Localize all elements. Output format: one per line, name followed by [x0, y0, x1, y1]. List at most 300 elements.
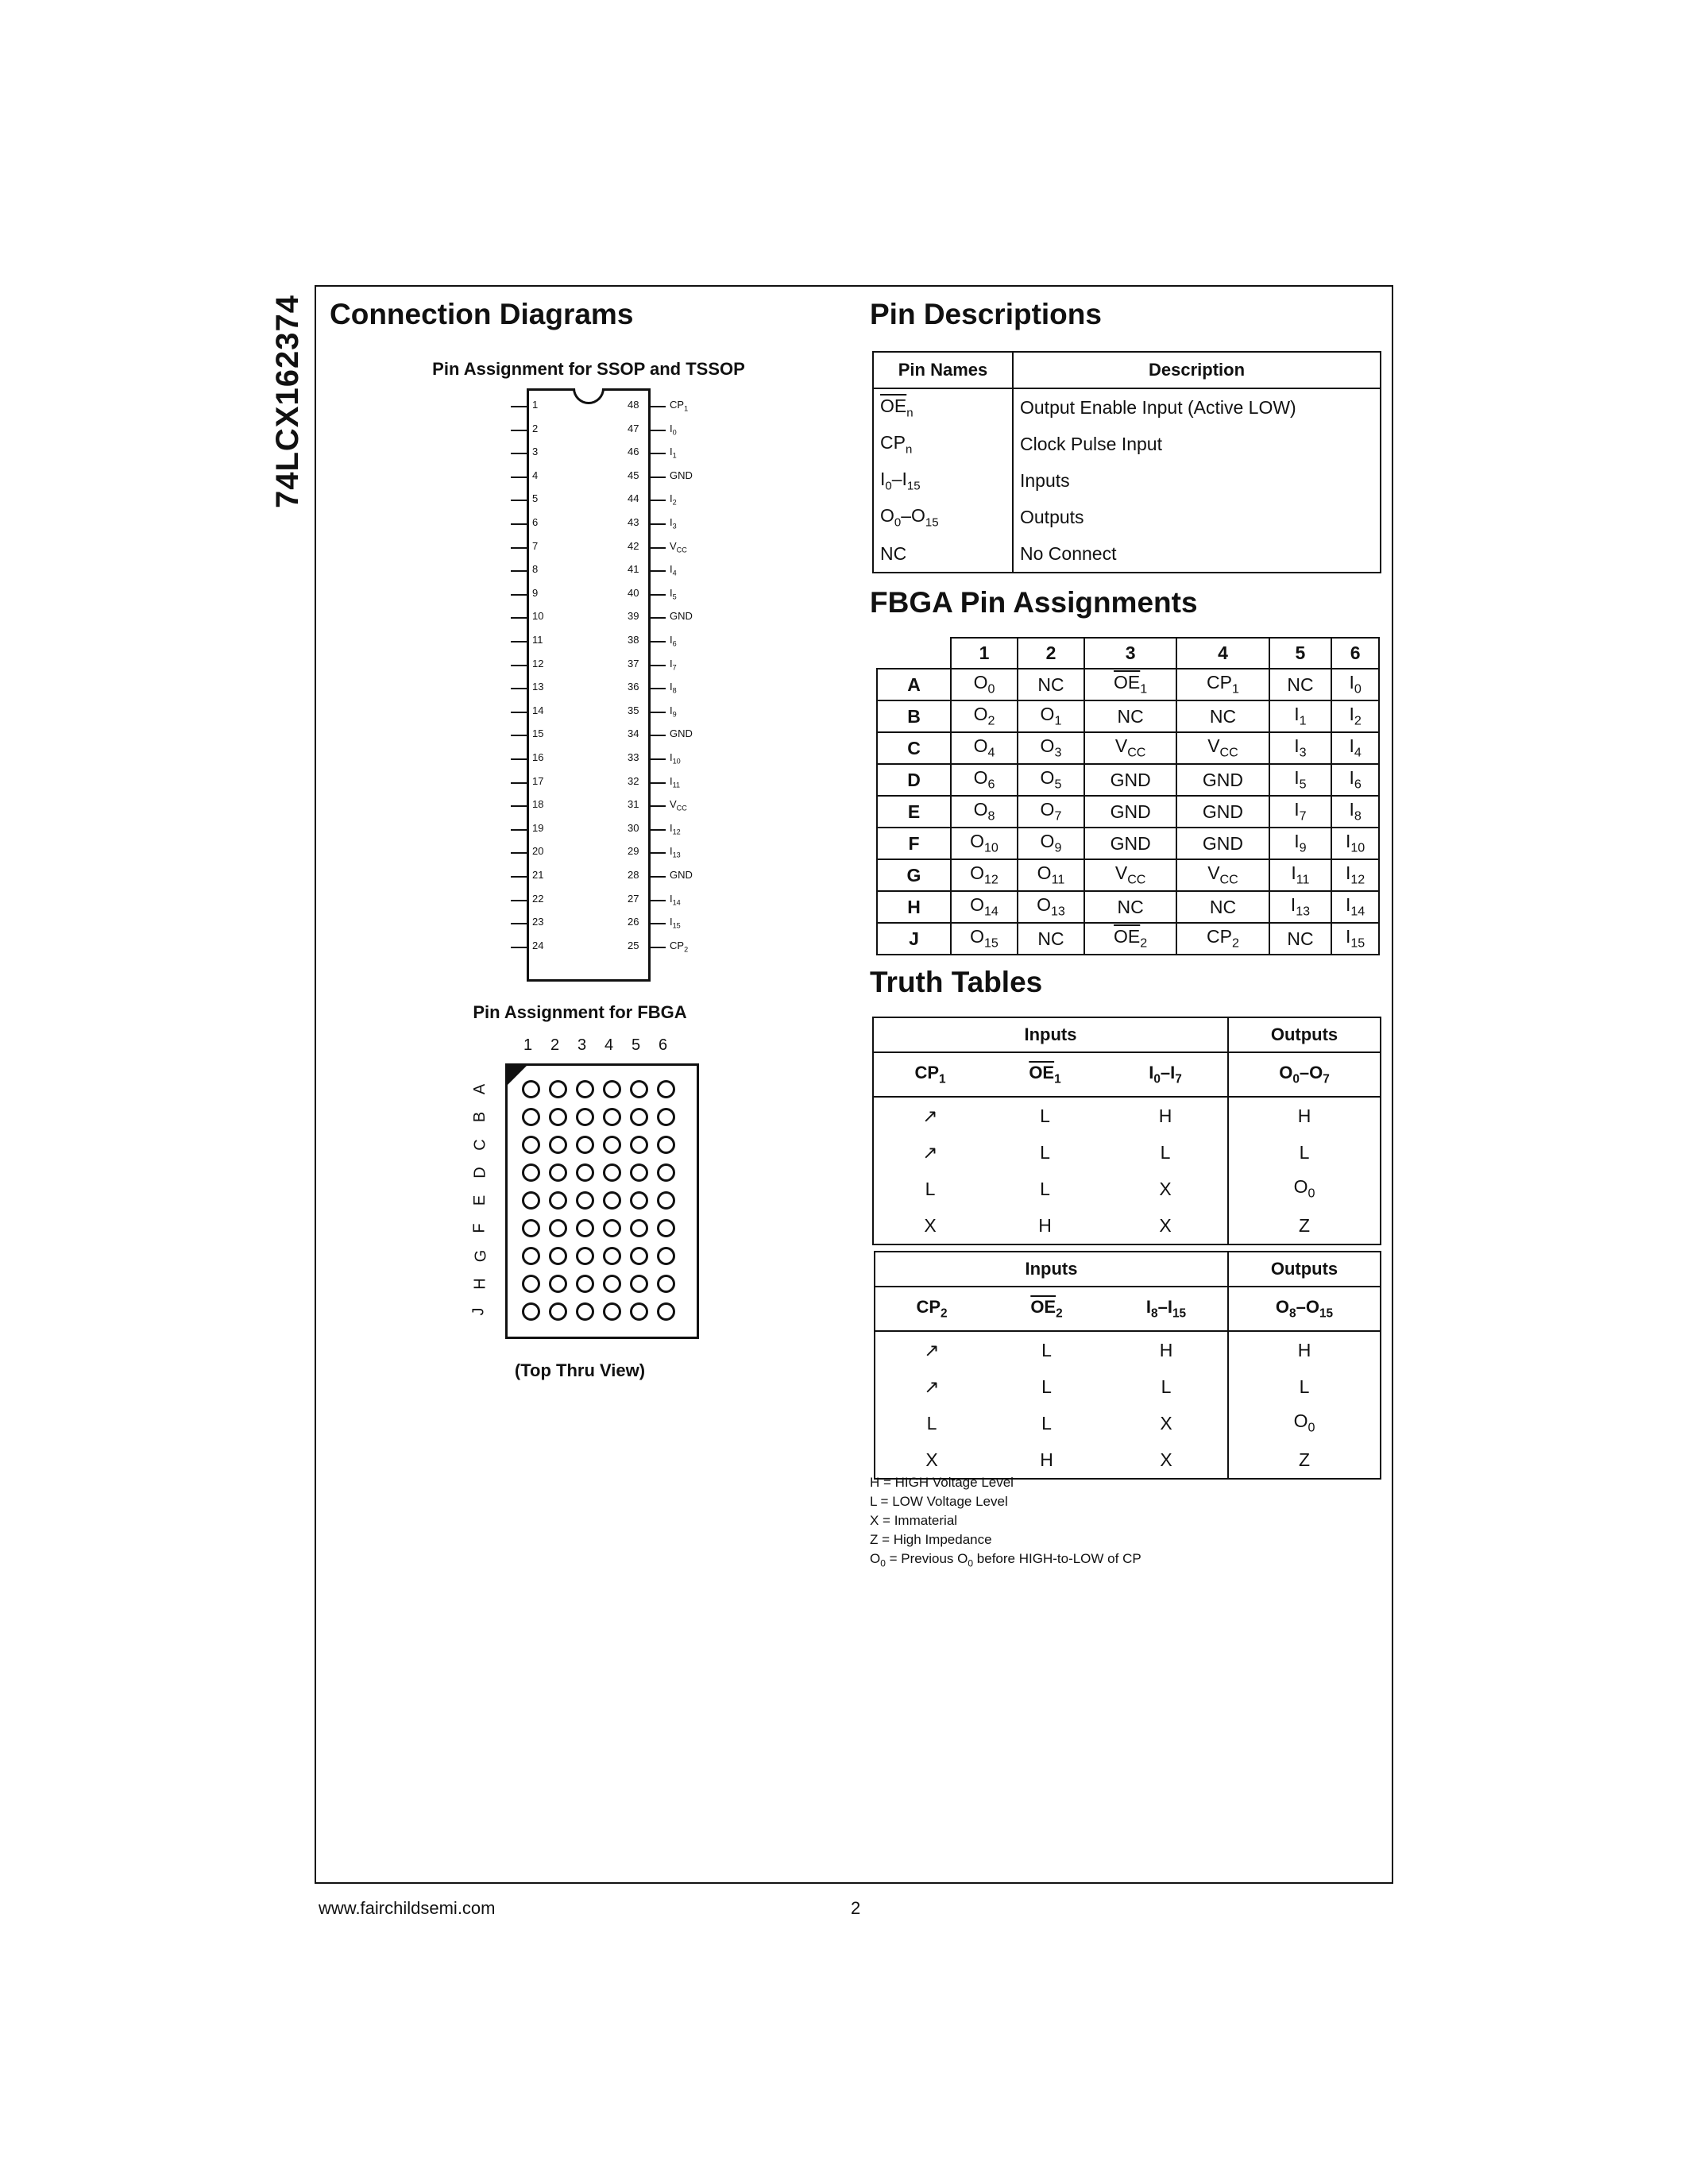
ball-B1 — [522, 1108, 540, 1126]
pin-lead — [650, 758, 666, 760]
fbga-cell: $I_3$ — [1269, 732, 1332, 764]
table-row — [873, 535, 1381, 573]
ball-H4 — [603, 1275, 621, 1293]
pin-lead — [511, 641, 527, 642]
pin-label: $I_{13}$ — [670, 845, 681, 859]
pin-lead — [650, 500, 666, 501]
pin-lead — [650, 829, 666, 831]
pin-number: 2 — [532, 422, 539, 434]
ball-C3 — [576, 1136, 594, 1154]
column-header: $CP_1$ — [873, 1052, 987, 1097]
table-row — [877, 732, 1379, 764]
column-header: $\overline{OE}_2$ — [988, 1287, 1105, 1331]
ball-J3 — [576, 1302, 594, 1321]
pin-desc: Output Enable Input (Active LOW) — [1013, 388, 1381, 426]
pin-lead — [511, 947, 527, 948]
column-header: $\overline{OE}_1$ — [987, 1052, 1103, 1097]
pin-number: 31 — [628, 798, 639, 811]
row-header: G — [877, 859, 951, 891]
pin-number: 44 — [628, 492, 639, 505]
fbga-cell: NC — [1084, 700, 1176, 732]
truth-cell: H — [1228, 1097, 1381, 1134]
fbga-cell: $I_{15}$ — [1331, 923, 1379, 955]
truth-cell: Z — [1228, 1441, 1381, 1479]
row-header: J — [877, 923, 951, 955]
ball-A1 — [522, 1080, 540, 1098]
truth-cell: H — [1159, 1339, 1173, 1360]
fbga-cell: $O_{13}$ — [1018, 891, 1084, 923]
view-label: (Top Thru View) — [514, 1360, 646, 1380]
fbga-row-label: D — [471, 1167, 489, 1179]
pin-name: $CP_n$ — [873, 426, 1013, 462]
fbga-cell: NC — [1084, 891, 1176, 923]
column-header: $I_8-I_{15}$ — [1105, 1287, 1228, 1331]
fbga-cell: $V_{CC}$ — [1084, 859, 1176, 891]
truth-cell: L — [1161, 1376, 1172, 1397]
truth-cell: Z — [1228, 1207, 1381, 1244]
pin-lead — [511, 712, 527, 713]
pin-name: $\overline{OE}_n$ — [873, 388, 1013, 426]
fbga-cell: $O_7$ — [1018, 796, 1084, 828]
pin-number: 42 — [628, 539, 639, 552]
ball-G1 — [522, 1247, 540, 1265]
ball-E3 — [576, 1191, 594, 1210]
pin-label: $V_{CC}$ — [670, 539, 687, 554]
ball-E6 — [657, 1191, 675, 1210]
pin-label: $CP_1$ — [670, 399, 689, 413]
pin-number: 28 — [628, 869, 639, 881]
fbga-cell: $I_{11}$ — [1269, 859, 1332, 891]
table-row — [873, 1171, 1381, 1207]
pin-lead — [650, 923, 666, 924]
pin-number: 12 — [532, 657, 544, 669]
ball-B2 — [549, 1108, 567, 1126]
fbga-col-label: 6 — [659, 1036, 668, 1054]
connection-diagrams-title: Connection Diagrams — [330, 298, 634, 330]
pin-label: $V_{CC}$ — [670, 798, 687, 812]
table-row — [877, 764, 1379, 796]
truth-cell: L — [1040, 1105, 1050, 1126]
fbga-col-label: 1 — [523, 1036, 533, 1054]
table-row — [877, 923, 1379, 955]
pin-name: NC — [873, 535, 1013, 573]
fbga-cell: $O_6$ — [951, 764, 1018, 796]
pin-label: $I_{11}$ — [670, 774, 681, 789]
ball-C4 — [603, 1136, 621, 1154]
table-row — [877, 796, 1379, 828]
pin-label: $I_7$ — [670, 657, 677, 672]
table-row — [873, 1134, 1381, 1171]
fbga-row-label: J — [469, 1307, 488, 1316]
ball-B5 — [630, 1108, 648, 1126]
pin-label: $I_{15}$ — [670, 916, 681, 930]
pin-lead — [650, 406, 666, 407]
truth-cell: X — [1159, 1178, 1172, 1199]
pin-label: GND — [670, 869, 693, 881]
pin-descriptions-table — [872, 351, 1381, 573]
pin-lead — [650, 617, 666, 619]
pin-lead — [511, 852, 527, 854]
pin-number: 21 — [532, 869, 544, 881]
ball-A2 — [549, 1080, 567, 1098]
col-header: 3 — [1084, 638, 1176, 669]
truth-cell: L — [873, 1171, 987, 1207]
truth-cell: X — [1103, 1207, 1228, 1244]
pin-label: $I_{10}$ — [670, 751, 681, 766]
pin-lead — [511, 665, 527, 666]
ball-C5 — [630, 1136, 648, 1154]
pin-lead — [650, 688, 666, 689]
pin-label: $I_{14}$ — [670, 892, 681, 907]
truth-cell: X — [873, 1207, 987, 1244]
truth-cell: L — [1040, 1141, 1050, 1163]
pin-lead — [511, 688, 527, 689]
pin-number: 4 — [532, 469, 539, 481]
truth-cell: H — [1228, 1331, 1381, 1368]
row-header: D — [877, 764, 951, 796]
ball-G5 — [630, 1247, 648, 1265]
col-header: 6 — [1331, 638, 1379, 669]
pin-label: $I_3$ — [670, 516, 677, 531]
row-header: H — [877, 891, 951, 923]
fbga-col-label: 2 — [550, 1036, 560, 1054]
pin-lead — [511, 406, 527, 407]
truth-cell: L — [1041, 1339, 1052, 1360]
fbga-cell: $CP_2$ — [1176, 923, 1269, 955]
pin-desc: No Connect — [1013, 535, 1381, 573]
pin-label: $I_{12}$ — [670, 821, 681, 836]
pin-number: 14 — [532, 704, 544, 716]
table-row — [873, 1097, 1381, 1134]
ball-B3 — [576, 1108, 594, 1126]
ball-E2 — [549, 1191, 567, 1210]
fbga-cell: GND — [1084, 828, 1176, 859]
fbga-cell: $I_{12}$ — [1331, 859, 1379, 891]
fbga-row-label: B — [471, 1111, 489, 1123]
legend-line: $O_0$ = Previous $O_0$ before HIGH-to-LOW of CP — [870, 1551, 1141, 1569]
pin-number: 6 — [532, 516, 539, 528]
inputs-header: Inputs — [873, 1017, 1228, 1052]
ball-F6 — [657, 1219, 675, 1237]
truth-cell: ↗ — [873, 1097, 987, 1134]
inputs-header: Inputs — [875, 1252, 1228, 1287]
pin-lead — [650, 712, 666, 713]
truth-cell: L — [875, 1405, 988, 1441]
row-header: C — [877, 732, 951, 764]
header-description: Description — [1013, 352, 1381, 388]
ball-E4 — [603, 1191, 621, 1210]
pin-number: 40 — [628, 586, 639, 599]
fbga-cell: $O_2$ — [951, 700, 1018, 732]
ball-F1 — [522, 1219, 540, 1237]
fbga-diagram-title: Pin Assignment for FBGA — [473, 1002, 687, 1022]
pin-lead — [511, 430, 527, 431]
table-row — [875, 1331, 1381, 1368]
ball-F3 — [576, 1219, 594, 1237]
fbga-cell: NC — [1269, 923, 1332, 955]
truth-cell: X — [875, 1441, 988, 1479]
truth-cell: ↗ — [875, 1331, 988, 1368]
ball-J4 — [603, 1302, 621, 1321]
pin-number: 36 — [628, 681, 639, 693]
fbga-cell: $I_1$ — [1269, 700, 1332, 732]
fbga-cell: $\overline{OE}_2$ — [1084, 923, 1176, 955]
pin-number: 1 — [532, 399, 539, 411]
pin-number: 17 — [532, 774, 544, 787]
ball-H1 — [522, 1275, 540, 1293]
pin-number: 47 — [628, 422, 639, 434]
table-row — [875, 1405, 1381, 1441]
truth-tables-title: Truth Tables — [870, 966, 1043, 998]
col-header: 4 — [1176, 638, 1269, 669]
pin-lead — [650, 641, 666, 642]
ball-D4 — [603, 1163, 621, 1182]
ball-E1 — [522, 1191, 540, 1210]
pin-lead — [650, 570, 666, 572]
pin-lead — [511, 805, 527, 807]
fbga-row-label: E — [471, 1194, 489, 1206]
fbga-assignments-table — [876, 637, 1380, 955]
pin-number: 19 — [532, 821, 544, 834]
fbga-ball-grid — [505, 1063, 699, 1339]
table-row — [873, 388, 1381, 426]
fbga-cell: $CP_1$ — [1176, 669, 1269, 700]
fbga-cell: NC — [1176, 891, 1269, 923]
table-row — [873, 1207, 1381, 1244]
fbga-cell: NC — [1018, 669, 1084, 700]
truth-cell: X — [1105, 1441, 1228, 1479]
pin-number: 46 — [628, 446, 639, 458]
pin-lead — [511, 547, 527, 549]
pin-number: 39 — [628, 610, 639, 623]
pin-name: $O_0-O_{15}$ — [873, 499, 1013, 535]
pin-number: 18 — [532, 798, 544, 811]
pin-number: 13 — [532, 681, 544, 693]
pin-number: 41 — [628, 563, 639, 576]
pin-desc: Clock Pulse Input — [1013, 426, 1381, 462]
pin-number: 11 — [532, 634, 543, 646]
ball-B6 — [657, 1108, 675, 1126]
page-number: 2 — [851, 1898, 861, 1918]
ball-H3 — [576, 1275, 594, 1293]
pin-number: 43 — [628, 516, 639, 528]
pin-number: 22 — [532, 892, 544, 905]
ball-G2 — [549, 1247, 567, 1265]
pin-lead — [511, 900, 527, 901]
truth-cell: $O_0$ — [1228, 1405, 1381, 1441]
pin-lead — [511, 570, 527, 572]
pin-desc: Outputs — [1013, 499, 1381, 535]
pin-lead — [511, 617, 527, 619]
fbga-cell: $O_1$ — [1018, 700, 1084, 732]
fbga-col-label: 5 — [632, 1036, 641, 1054]
col-header: 1 — [951, 638, 1018, 669]
fbga-cell: GND — [1084, 796, 1176, 828]
row-header: A — [877, 669, 951, 700]
pin-name: $I_0-I_{15}$ — [873, 462, 1013, 499]
pin-number: 34 — [628, 727, 639, 740]
column-header: $O_0-O_7$ — [1228, 1052, 1381, 1097]
legend-line: L = LOW Voltage Level — [870, 1494, 1008, 1509]
fbga-cell: $I_{10}$ — [1331, 828, 1379, 859]
pin-number: 5 — [532, 492, 539, 505]
pin-number: 8 — [532, 563, 539, 576]
pin-lead — [650, 665, 666, 666]
ball-G4 — [603, 1247, 621, 1265]
pin-lead — [650, 477, 666, 478]
table-row — [873, 462, 1381, 499]
pin-lead — [650, 782, 666, 784]
pin-lead — [511, 829, 527, 831]
pin-number: 7 — [532, 539, 539, 552]
pin-number: 48 — [628, 399, 639, 411]
fbga-cell: $I_{14}$ — [1331, 891, 1379, 923]
fbga-cell: $I_0$ — [1331, 669, 1379, 700]
truth-cell: H — [1158, 1105, 1172, 1126]
pin-lead — [650, 876, 666, 878]
footer-url[interactable]: www.fairchildsemi.com — [319, 1898, 496, 1918]
column-header: $O_8-O_{15}$ — [1228, 1287, 1381, 1331]
table-row — [875, 1368, 1381, 1405]
ball-J1 — [522, 1302, 540, 1321]
fbga-cell: $V_{CC}$ — [1176, 732, 1269, 764]
table-row — [877, 669, 1379, 700]
ball-C6 — [657, 1136, 675, 1154]
fbga-cell: $I_9$ — [1269, 828, 1332, 859]
pin-lead — [511, 923, 527, 924]
table-row — [877, 891, 1379, 923]
fbga-cell: $O_{10}$ — [951, 828, 1018, 859]
ball-J5 — [630, 1302, 648, 1321]
fbga-cell: $O_4$ — [951, 732, 1018, 764]
fbga-cell: $O_9$ — [1018, 828, 1084, 859]
fbga-cell: $O_{14}$ — [951, 891, 1018, 923]
pin-lead — [650, 805, 666, 807]
table-row — [873, 426, 1381, 462]
corner-cell — [877, 638, 951, 669]
fbga-cell: $I_5$ — [1269, 764, 1332, 796]
truth-cell: ↗ — [875, 1368, 988, 1405]
pin-lead — [511, 500, 527, 501]
pin-descriptions-title: Pin Descriptions — [870, 298, 1102, 330]
pin-lead — [511, 758, 527, 760]
column-header: $I_0-I_7$ — [1103, 1052, 1228, 1097]
truth-cell: L — [1228, 1134, 1381, 1171]
col-header: 5 — [1269, 638, 1332, 669]
package-notch — [573, 388, 605, 404]
truth-cell: $O_0$ — [1228, 1171, 1381, 1207]
pin-lead — [511, 453, 527, 454]
truth-table-2 — [874, 1251, 1381, 1480]
ball-G6 — [657, 1247, 675, 1265]
pin-label: $I_6$ — [670, 634, 677, 648]
pin-lead — [511, 523, 527, 525]
fbga-cell: $I_6$ — [1331, 764, 1379, 796]
header-pin-names: Pin Names — [873, 352, 1013, 388]
ball-E5 — [630, 1191, 648, 1210]
ball-D2 — [549, 1163, 567, 1182]
pin-number: 26 — [628, 916, 639, 928]
fbga-cell: $I_7$ — [1269, 796, 1332, 828]
truth-legend — [870, 1473, 1141, 1572]
fbga-row-label: C — [471, 1139, 489, 1151]
pin-number: 30 — [628, 821, 639, 834]
table-row — [877, 828, 1379, 859]
pin-number: 3 — [532, 446, 539, 458]
ball-H2 — [549, 1275, 567, 1293]
pin-desc: Inputs — [1013, 462, 1381, 499]
pin-lead — [511, 735, 527, 736]
pin-lead — [511, 477, 527, 478]
ball-J6 — [657, 1302, 675, 1321]
table-row — [877, 700, 1379, 732]
pin-number: 24 — [532, 939, 544, 951]
fbga-cell: $I_{13}$ — [1269, 891, 1332, 923]
pin-label: $I_8$ — [670, 681, 677, 695]
fbga-assignments-title: FBGA Pin Assignments — [870, 586, 1198, 619]
truth-cell: L — [1041, 1412, 1052, 1433]
pin-lead — [650, 453, 666, 454]
ball-G3 — [576, 1247, 594, 1265]
ball-D3 — [576, 1163, 594, 1182]
fbga-cell: GND — [1176, 796, 1269, 828]
truth-cell: L — [1040, 1178, 1050, 1199]
ball-A6 — [657, 1080, 675, 1098]
ball-C1 — [522, 1136, 540, 1154]
pin-number: 35 — [628, 704, 639, 716]
pin-label: GND — [670, 727, 693, 740]
truth-cell: ↗ — [873, 1134, 987, 1171]
fbga-row-label: H — [471, 1278, 489, 1290]
fbga-col-label: 3 — [577, 1036, 587, 1054]
fbga-cell: $V_{CC}$ — [1084, 732, 1176, 764]
ball-D5 — [630, 1163, 648, 1182]
ball-J2 — [549, 1302, 567, 1321]
ball-A3 — [576, 1080, 594, 1098]
pin-lead — [650, 947, 666, 948]
row-header: E — [877, 796, 951, 828]
truth-table-1 — [872, 1017, 1381, 1245]
truth-cell: H — [988, 1441, 1105, 1479]
ball-D6 — [657, 1163, 675, 1182]
pin-label: $I_2$ — [670, 492, 677, 507]
fbga-cell: GND — [1176, 764, 1269, 796]
pin-label: $I_5$ — [670, 586, 677, 601]
truth-cell: L — [1041, 1376, 1052, 1397]
legend-line: H = HIGH Voltage Level — [870, 1475, 1014, 1490]
fbga-cell: $\overline{OE}_1$ — [1084, 669, 1176, 700]
pin-number: 27 — [628, 892, 639, 905]
pin-number: 23 — [532, 916, 544, 928]
legend-line: X = Immaterial — [870, 1513, 958, 1528]
pin-label: $I_9$ — [670, 704, 677, 719]
pin-lead — [650, 735, 666, 736]
pin-number: 16 — [532, 751, 544, 763]
fbga-cell: GND — [1084, 764, 1176, 796]
fbga-cell: $O_5$ — [1018, 764, 1084, 796]
fbga-cell: $I_4$ — [1331, 732, 1379, 764]
row-header: F — [877, 828, 951, 859]
pin-lead — [650, 594, 666, 596]
ball-F2 — [549, 1219, 567, 1237]
fbga-cell: $O_3$ — [1018, 732, 1084, 764]
fbga-cell: $O_0$ — [951, 669, 1018, 700]
side-part-number: 74LCX162374 — [270, 295, 305, 508]
pin-number: 10 — [532, 610, 544, 623]
legend-line: Z = High Impedance — [870, 1532, 992, 1547]
pin-label: GND — [670, 469, 693, 481]
outputs-header: Outputs — [1228, 1017, 1381, 1052]
